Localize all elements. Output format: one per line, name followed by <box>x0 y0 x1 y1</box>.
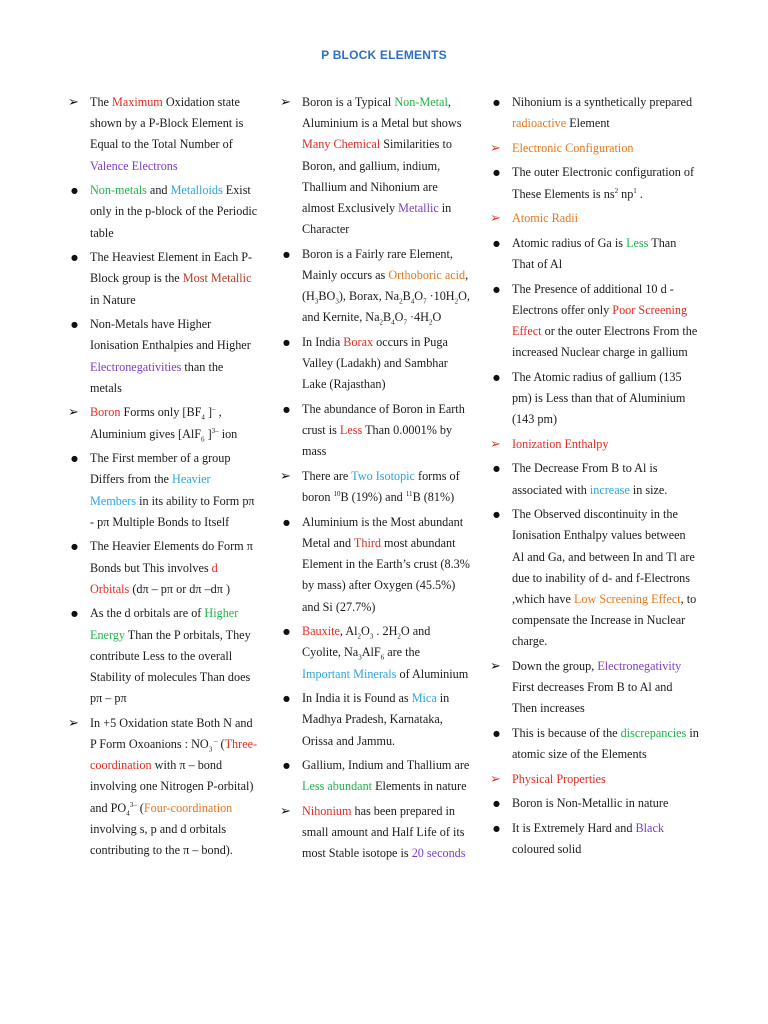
dot-bullet-icon <box>68 448 86 470</box>
arrow-bullet-icon <box>68 92 86 113</box>
list-item: ● Non-metals and Metalloids Exist only in the p-block of the Periodic table <box>68 180 258 244</box>
list-item: ● The Heaviest Element in Each P-Block group is the Most Metallic in Nature <box>68 247 258 311</box>
list-item: ➢ Down the group, Electronegativity First decreases From B to Al and Then increases <box>490 656 700 720</box>
arrow-bullet-icon <box>280 466 298 487</box>
list-item: ● In India it is Found as Mica in Madhya Pradesh, Karnataka, Orissa and Jammu. <box>280 688 470 752</box>
arrow-bullet-icon <box>490 208 508 229</box>
dot-bullet-icon <box>68 247 86 269</box>
arrow-bullet-icon <box>490 656 508 677</box>
list-item: ➢ In +5 Oxidation state Both N and P Form Oxoanions : $NO_3$ – (Three-coordination with π – bond involving one Nitrogen P-orbital) and $PO_4^{3-}$ (Four-coordination involving s, p and d orbitals contributing to the π – bond). <box>68 713 258 861</box>
list-item: ➢ Boron Forms only [$BF_4$ ]– , Aluminium gives [AlF$_6$ ]$^{3-}$ ion <box>68 402 258 444</box>
list-item: ● In India Borax occurs in Puga Valley (Ladakh) and Sambhar Lake (Rajasthan) <box>280 332 470 396</box>
list-item: ● The abundance of Boron in Earth crust is Less Than 0.0001% by mass <box>280 399 470 463</box>
dot-bullet-icon <box>280 512 298 534</box>
section-heading-electronic-configuration: ➢ Electronic Configuration <box>490 138 700 159</box>
dot-bullet-icon <box>490 818 508 840</box>
column-1 <box>68 92 258 865</box>
list-item: ● This is because of the discrepancies in atomic size of the Elements <box>490 723 700 765</box>
section-heading-physical-properties: ➢ Physical Properties <box>490 769 700 790</box>
dot-bullet-icon <box>490 233 508 255</box>
dot-bullet-icon <box>68 180 86 202</box>
dot-bullet-icon <box>490 92 508 114</box>
section-heading-ionization-enthalpy: ➢ Ionization Enthalpy <box>490 434 700 455</box>
dot-bullet-icon <box>280 244 298 266</box>
dot-bullet-icon <box>490 723 508 745</box>
list-item: ● Bauxite, $Al_2O_3$ . $2H_2O$ and Cyolite, $Na_3AlF_6$ are the Important Minerals of Aluminium <box>280 621 470 685</box>
dot-bullet-icon <box>280 399 298 421</box>
list-item: ➢ Boron is a Typical Non-Metal, Aluminium is a Metal but shows Many Chemical Similarities to Boron, and gallium, indium, Thallium and Nihonium are almost Exclusively Metallic in Character <box>280 92 470 240</box>
list-item: ● The outer Electronic configuration of These Elements is $ns^2$ $np^1$ . <box>490 162 700 204</box>
dot-bullet-icon <box>68 536 86 558</box>
dot-bullet-icon <box>490 793 508 815</box>
dot-bullet-icon <box>490 279 508 301</box>
dot-bullet-icon <box>490 458 508 480</box>
list-item: ● The Presence of additional 10 d - Electrons offer only Poor Screening Effect or the outer Electrons From the increased Nuclear charge in gallium <box>490 279 700 364</box>
dot-bullet-icon <box>68 314 86 336</box>
dot-bullet-icon <box>490 367 508 389</box>
column-2 <box>280 92 470 868</box>
dot-bullet-icon <box>490 162 508 184</box>
list-item: ● The Observed discontinuity in the Ionisation Enthalpy values between Al and Ga, and between In and Tl are due to inability of d- and f-Electrons ,which have Low Screening Effect, to compensate the Increase in Nuclear charge. <box>490 504 700 652</box>
dot-bullet-icon <box>280 332 298 354</box>
page-title: P BLOCK ELEMENTS <box>321 48 447 62</box>
dot-bullet-icon <box>68 603 86 625</box>
list-item: ● Boron is a Fairly rare Element, Mainly occurs as Orthoboric acid, $(H_3BO_3)$, Borax, $Na_2B_4O_7 \cdot 10H_2O$, and Kernite, $Na_2B_4O_7 \cdot 4H_2O$ <box>280 244 470 329</box>
list-item: ● It is Extremely Hard and Black coloured solid <box>490 818 700 860</box>
arrow-bullet-icon <box>490 138 508 159</box>
list-item: ➢ There are Two Isotopic forms of boron $^{10}$B (19%) and $^{11}$B (81%) <box>280 466 470 508</box>
list-item: ➢ The Maximum Oxidation state shown by a P-Block Element is Equal to the Total Number of Valence Electrons <box>68 92 258 177</box>
list-item: ● Aluminium is the Most abundant Metal and Third most abundant Element in the Earth’s crust (8.3% by mass) after Oxygen (45.5%) and Si (27.7%) <box>280 512 470 618</box>
arrow-bullet-icon <box>490 434 508 455</box>
dot-bullet-icon <box>280 621 298 643</box>
arrow-bullet-icon <box>490 769 508 790</box>
arrow-bullet-icon <box>280 92 298 113</box>
list-item: ● The Decrease From B to Al is associated with increase in size. <box>490 458 700 500</box>
list-item: ● The Atomic radius of gallium (135 pm) is Less than that of Aluminium (143 pm) <box>490 367 700 431</box>
column-3 <box>490 92 700 864</box>
dot-bullet-icon <box>280 688 298 710</box>
dot-bullet-icon <box>280 755 298 777</box>
list-item: ● Atomic radius of Ga is Less Than That of Al <box>490 233 700 275</box>
list-item: ● Non-Metals have Higher Ionisation Enthalpies and Higher Electronegativities than the metals <box>68 314 258 399</box>
list-item: ● As the d orbitals are of Higher Energy Than the P orbitals, They contribute Less to the overall Stability of molecules Than does pπ – pπ <box>68 603 258 709</box>
list-item: ● The Heavier Elements do Form π Bonds but This involves d Orbitals (dπ – pπ or dπ –dπ ) <box>68 536 258 600</box>
section-heading-atomic-radii: ➢ Atomic Radii <box>490 208 700 229</box>
dot-bullet-icon <box>490 504 508 526</box>
arrow-bullet-icon <box>280 801 298 822</box>
list-item: ● Nihonium is a synthetically prepared radioactive Element <box>490 92 700 134</box>
list-item: ● The First member of a group Differs from the Heavier Members in its ability to Form pπ - pπ Multiple Bonds to Itself <box>68 448 258 533</box>
list-item: ➢ Nihonium has been prepared in small amount and Half Life of its most Stable isotope is 20 seconds <box>280 801 470 865</box>
list-item: ● Boron is Non-Metallic in nature <box>490 793 700 814</box>
arrow-bullet-icon <box>68 713 86 734</box>
arrow-bullet-icon <box>68 402 86 423</box>
list-item: ● Gallium, Indium and Thallium are Less abundant Elements in nature <box>280 755 470 797</box>
